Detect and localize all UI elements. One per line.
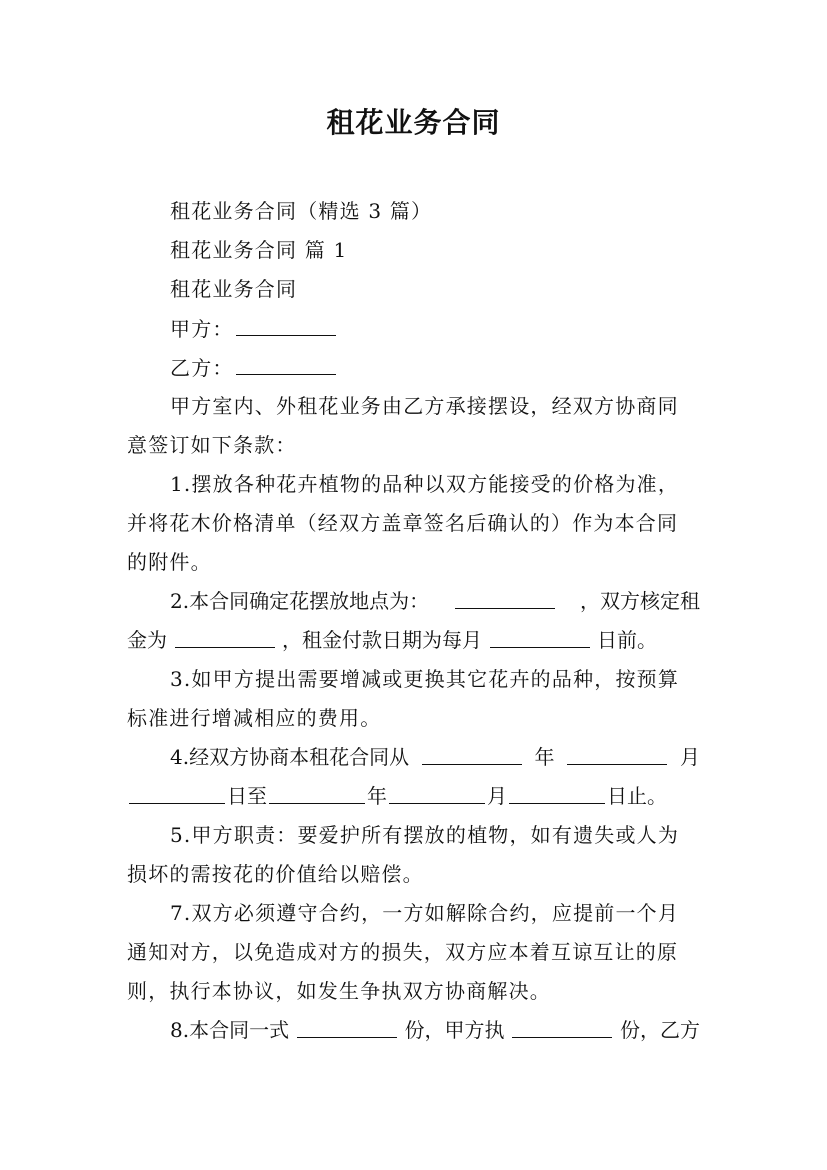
paragraph-text: 标准进行增减相应的费用。 [127, 706, 382, 730]
clause-text: 8.本合同一式 [170, 1018, 290, 1042]
clause-4-line-2 [127, 783, 667, 809]
paragraph-text: 意签订如下条款： [127, 433, 297, 457]
clause-text: ，双方核定租 [580, 589, 700, 613]
clause-text: 月 [487, 784, 507, 808]
clause-text: 金为 [127, 628, 167, 652]
party-a-label: 甲方： [170, 317, 234, 341]
paragraph-text: 损坏的需按花的价值给以赔偿。 [127, 862, 424, 886]
pay-day-blank [490, 627, 590, 648]
paragraph-text: 3.如甲方提出需要增减或更换其它花卉的品种，按预算 [170, 667, 680, 691]
clause-text: 年 [534, 745, 555, 769]
party-b-line [170, 354, 338, 381]
clause-text: 4.经双方协商本租花合同从 [170, 745, 410, 769]
paragraph-text: 甲方室内、外租花业务由乙方承接摆设，经双方协商同 [170, 394, 679, 418]
subtitle-line: 租花业务合同（精选 3 篇） [170, 199, 433, 223]
clause-text: 份，乙方 [619, 1018, 700, 1042]
end-month-blank [389, 783, 485, 804]
start-year-blank [422, 744, 522, 765]
paragraph-text: 通知对方，以免造成对方的损失，双方应本着互谅互让的原 [127, 940, 679, 964]
end-day-blank [509, 783, 605, 804]
document-title: 租花业务合同 [326, 106, 501, 139]
clause-text: 月 [679, 745, 700, 769]
start-day-blank [129, 783, 225, 804]
clause-text: 年 [367, 784, 387, 808]
clause-4-line-1 [170, 744, 700, 770]
start-month-blank [567, 744, 667, 765]
copies-blank [297, 1017, 397, 1038]
party-b-blank [236, 354, 336, 375]
clause-8-line [170, 1017, 700, 1043]
contract-heading: 租花业务合同 [170, 277, 298, 301]
paragraph-text: 5.甲方职责：要爱护所有摆放的植物，如有遗失或人为 [170, 823, 680, 847]
rent-blank [175, 627, 275, 648]
section-heading: 租花业务合同 篇 1 [170, 238, 348, 262]
clause-text: ，租金付款日期为每月 [282, 628, 482, 652]
clause-text: 日前。 [597, 628, 657, 652]
paragraph-text: 并将花木价格清单（经双方盖章签名后确认的）作为本合同 [127, 511, 679, 535]
party-a-blank [236, 315, 336, 336]
party-b-label: 乙方： [170, 356, 234, 380]
paragraph-text: 7.双方必须遵守合约，一方如解除合约，应提前一个月 [170, 901, 680, 925]
location-blank [455, 588, 555, 609]
clause-text: 日止。 [607, 784, 667, 808]
clause-2-line-1 [170, 588, 700, 614]
clause-text: 份，甲方执 [404, 1018, 505, 1042]
clause-text: 2.本合同确定花摆放地点为： [170, 589, 430, 613]
party-a-copies-blank [512, 1017, 612, 1038]
clause-text: 日至 [227, 784, 267, 808]
party-a-line [170, 315, 338, 342]
clause-2-line-2 [127, 627, 657, 653]
paragraph-text: 1.摆放各种花卉植物的品种以双方能接受的价格为准， [170, 472, 680, 496]
paragraph-text: 的附件。 [127, 550, 212, 574]
paragraph-text: 则，执行本协议，如发生争执双方协商解决。 [127, 979, 551, 1003]
end-year-blank [269, 783, 365, 804]
